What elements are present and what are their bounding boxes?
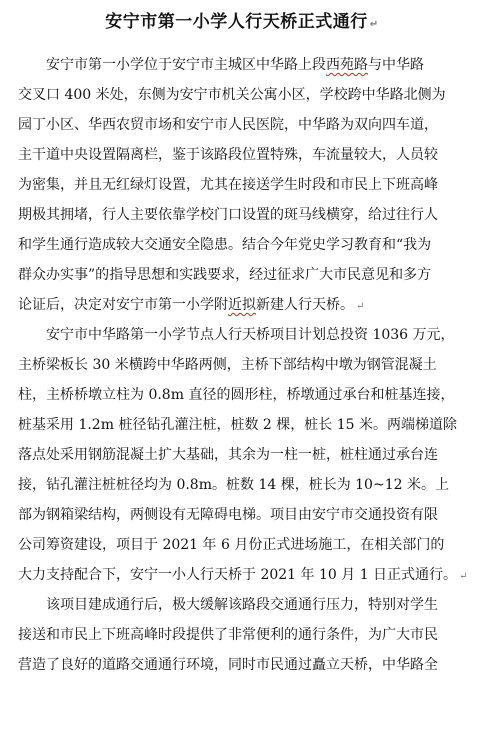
- text-line: [18, 590, 470, 620]
- text-run: 安宁市中华路第一小学节点人行天桥项目计划总投资 1036 万元，: [46, 327, 455, 343]
- text-run: 与中华路: [368, 57, 424, 73]
- text-run: 接送和市民上下班高峰时段提供了非常便利的通行条件，为广大市民: [18, 627, 438, 643]
- text-run: 园丁小区、华西农贸市场和安宁市人民医院，中华路为双向四车道，: [18, 117, 438, 133]
- text-run: 落点处采用钢筋混凝土扩大基础，其余为一柱一桩，桩柱通过承台连: [18, 447, 438, 463]
- text-line: [18, 80, 470, 110]
- text-line: [18, 560, 470, 590]
- text-line: [18, 230, 470, 260]
- text-run: 新建人行天桥。: [256, 297, 354, 313]
- text-line: [18, 320, 470, 350]
- text-run: 桩基采用 1.2m 桩径钻孔灌注桩，桩数 2 棵，桩长 15 米。两端梯道除: [18, 417, 457, 433]
- paragraph-mark-icon: ↵: [356, 301, 365, 312]
- text-run: 大力支持配合下，安宁一小人行天桥于 2021 年 10 月 1 日正式通行。: [18, 567, 458, 583]
- text-line: [18, 260, 470, 290]
- text-line: [18, 470, 470, 500]
- text-run: 安宁市第一小学位于安宁市主城区中华路上段: [46, 57, 326, 73]
- text-run: 群众办实事”的指导思想和实践要求，经过征求广大市民意见和多方: [18, 267, 432, 283]
- text-run: 公司筹资建设，项目于 2021 年 6 月份正式进场施工，在相关部门的: [18, 537, 445, 553]
- text-line: [18, 500, 470, 530]
- text-line: [18, 350, 470, 380]
- text-line: [18, 50, 470, 80]
- text-run: 柱，主桥桥墩立柱为 0.8m 直径的圆形柱，桥墩通过承台和桩基连接，: [18, 387, 455, 403]
- document-title-text: 安宁市第一小学人行天桥正式通行: [105, 12, 368, 32]
- text-run: 为密集，并且无红绿灯设置，尤其在接送学生时段和市民上下班高峰: [18, 177, 438, 193]
- text-run: 营造了良好的道路交通通行环境，同时市民通过矗立天桥，中华路全: [18, 657, 438, 673]
- text-line: [18, 290, 470, 320]
- spellcheck-flagged-text: 近拟: [228, 297, 256, 313]
- spellcheck-flagged-text: 西苑路: [326, 57, 368, 73]
- text-run: 接，钻孔灌注桩桩径均为 0.8m。桩数 14 棵，桩长为 10~12 米。上: [18, 477, 449, 493]
- text-run: 论证后，决定对安宁市第一小学附: [18, 297, 228, 313]
- text-run: 主干道中央设置隔离栏，鉴于该路段位置特殊，车流量较大，人员较: [18, 147, 438, 163]
- paragraph-mark-icon: ↵: [459, 571, 468, 582]
- paragraph: [18, 50, 470, 320]
- text-run: 交叉口 400 米处，东侧为安宁市机关公寓小区，学校跨中华路北侧为: [18, 87, 446, 103]
- text-run: 和学生通行造成较大交通安全隐患。结合今年党史学习教育和“我为: [18, 237, 432, 253]
- text-run: 部为钢箱梁结构，两侧设有无障碍电梯。项目由安宁市交通投资有限: [18, 507, 438, 523]
- document-title: [0, 10, 484, 37]
- text-run: 主桥梁板长 30 米横跨中华路两侧，主桥下部结构中墩为钢管混凝土: [18, 357, 437, 373]
- text-line: [18, 410, 470, 440]
- text-run: 期极其拥堵，行人主要依靠学校门口设置的斑马线横穿，给过往行人: [18, 207, 438, 223]
- text-line: [18, 650, 470, 680]
- paragraph: [18, 320, 470, 590]
- text-line: [18, 140, 470, 170]
- text-line: [18, 170, 470, 200]
- text-line: [18, 530, 470, 560]
- text-line: [18, 440, 470, 470]
- text-line: [18, 200, 470, 230]
- paragraph: [18, 590, 470, 680]
- document-body: [18, 50, 470, 680]
- text-run: 该项目建成通行后，极大缓解该路段交通通行压力，特别对学生: [46, 597, 438, 613]
- paragraph-mark-icon: ↵: [369, 19, 379, 30]
- text-line: [18, 380, 470, 410]
- text-line: [18, 110, 470, 140]
- text-line: [18, 620, 470, 650]
